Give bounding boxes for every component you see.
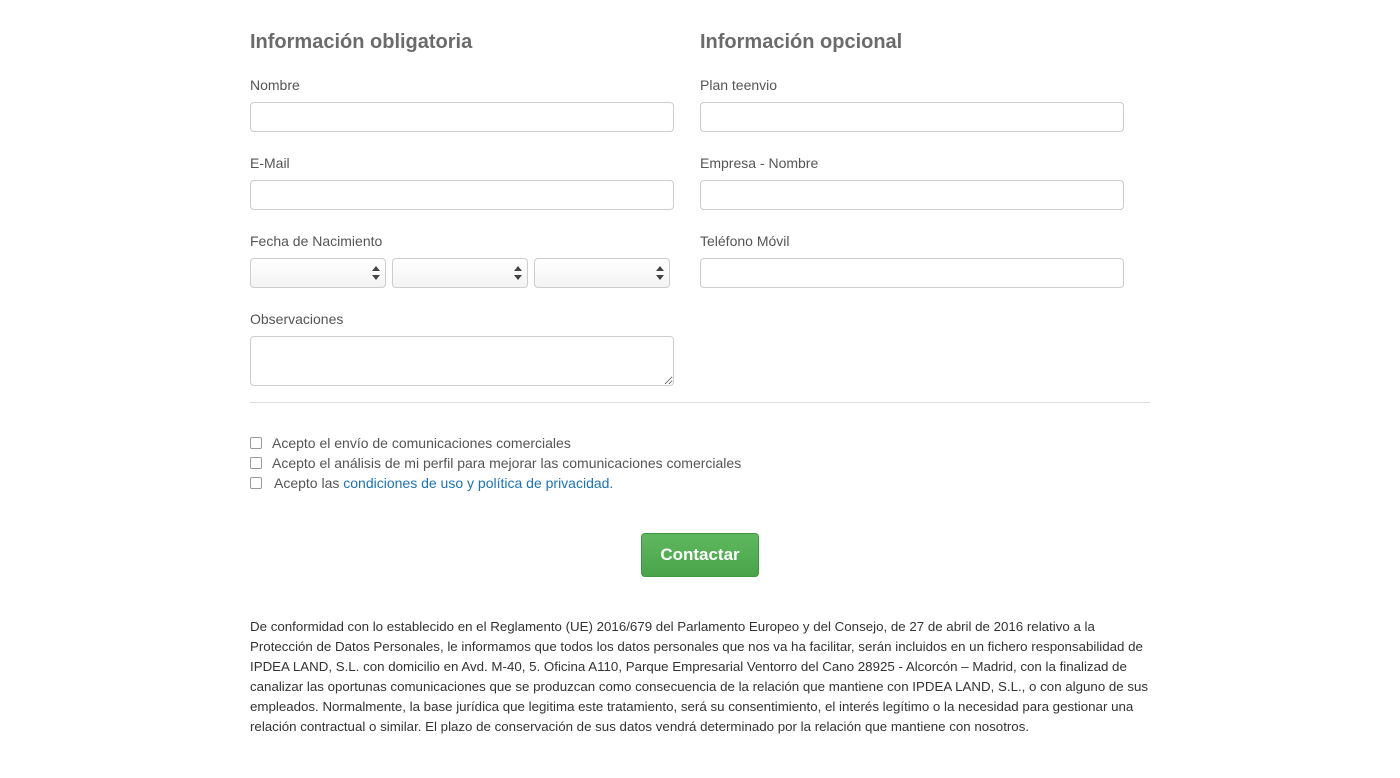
consent-commercial-label: Acepto el envío de comunicaciones comerciales (272, 435, 571, 451)
plan-input[interactable] (700, 102, 1124, 132)
consent-terms-prefix: Acepto las (274, 475, 340, 491)
select-arrows-icon (656, 266, 664, 280)
contact-submit-button[interactable]: Contactar (641, 533, 759, 577)
birthdate-year-select[interactable] (534, 258, 670, 288)
name-field-group (250, 76, 674, 132)
select-arrows-icon (514, 266, 522, 280)
terms-privacy-link[interactable]: condiciones de uso y política de privacidad. (343, 475, 614, 491)
section-divider (250, 402, 1150, 403)
company-input[interactable] (700, 180, 1124, 210)
consent-profiling-row (250, 453, 1150, 473)
birthdate-label: Fecha de Nacimiento (250, 233, 383, 249)
select-arrows-icon (372, 266, 380, 280)
email-label: E-Mail (250, 155, 290, 171)
consent-terms-checkbox[interactable] (250, 477, 262, 489)
birthdate-selects (250, 258, 674, 288)
email-input[interactable] (250, 180, 674, 210)
mandatory-info-section (250, 28, 674, 386)
consent-checkboxes (250, 433, 1150, 493)
birthdate-day-select[interactable] (250, 258, 386, 288)
name-input[interactable] (250, 102, 674, 132)
consent-profiling-checkbox[interactable] (250, 457, 262, 469)
company-field-group (700, 154, 1124, 210)
consent-commercial-checkbox[interactable] (250, 437, 262, 449)
notes-textarea[interactable] (250, 336, 674, 386)
consent-commercial-row (250, 433, 1150, 453)
email-field-group (250, 154, 674, 210)
optional-info-title: Información opcional (700, 31, 903, 53)
optional-info-section (700, 28, 1124, 310)
notes-field-group (250, 310, 674, 386)
name-label: Nombre (250, 77, 300, 93)
mobile-label: Teléfono Móvil (700, 233, 790, 249)
birthdate-field-group (250, 232, 674, 288)
mandatory-info-title: Información obligatoria (250, 31, 473, 53)
plan-label: Plan teenvio (700, 77, 778, 93)
legal-notice: De conformidad con lo establecido en el Reglamento (UE) 2016/679 del Parlamento Europeo y del Consejo, de 27 de abril de 2016 relativo a la Protección de Datos Personales, le informamos que todos los datos personales que nos va ha facilitar, serán incluidos en un fichero responsabilidad de IPDEA LAND, S.L. con domicilio en Avd. M-40, 5. Oficina A110, Parque Empresarial Ventorro del Cano 28925 - Alcorcón – Madrid, con la finalizad de canalizar las oportunas comunicaciones que se produzcan como consecuencia de la relación que mantiene con IPDEA LAND, S.L., o con alguno de sus empleados. Normalmente, la base jurídica que legitima este tratamiento, será su consentimiento, el interés legítimo o la necesidad para gestionar una relación contractual o similar. El plazo de conservación de sus datos vendrá determinado por la relación que mantiene con nosotros. (250, 619, 1149, 734)
mobile-input[interactable] (700, 258, 1124, 288)
company-label: Empresa - Nombre (700, 155, 819, 171)
consent-terms-row (250, 473, 1150, 493)
birthdate-month-select[interactable] (392, 258, 528, 288)
plan-field-group (700, 76, 1124, 132)
mobile-field-group (700, 232, 1124, 288)
notes-label: Observaciones (250, 311, 344, 327)
consent-profiling-label: Acepto el análisis de mi perfil para mejorar las comunicaciones comerciales (272, 455, 742, 471)
